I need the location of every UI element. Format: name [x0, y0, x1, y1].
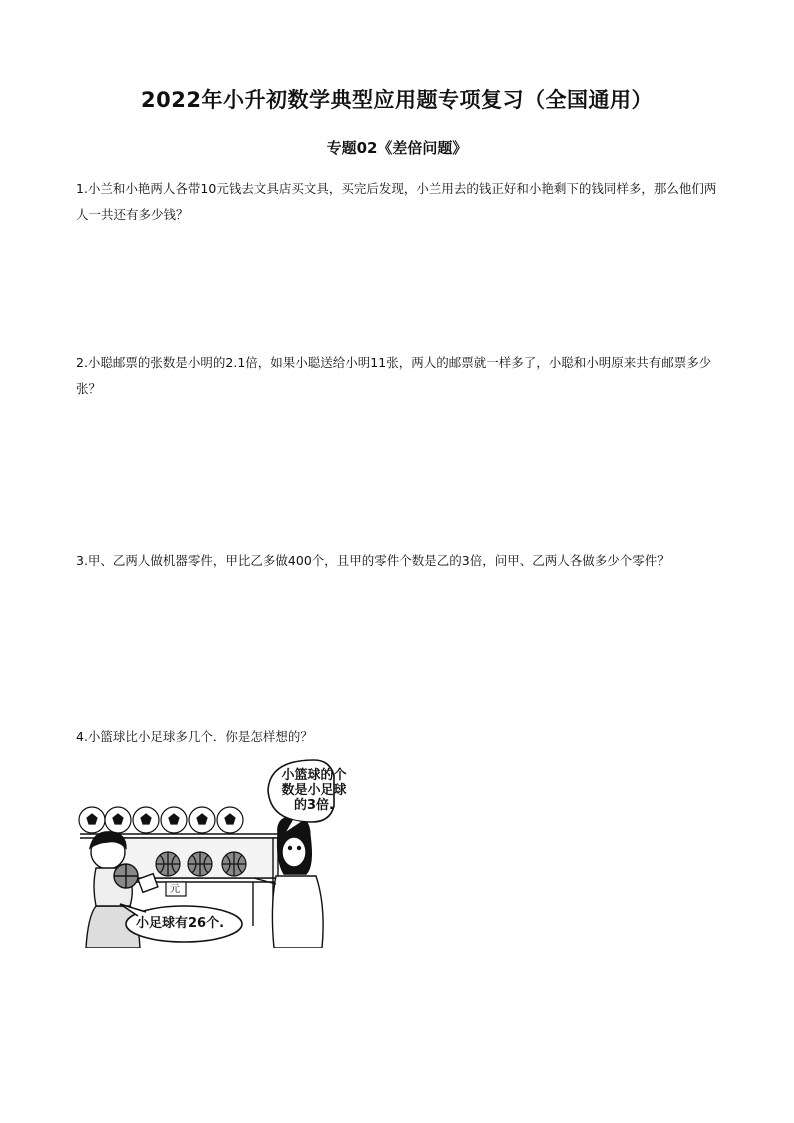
basketballs — [156, 852, 246, 876]
speech-top-line: 数是小足球 — [281, 783, 347, 798]
illustration — [78, 756, 347, 948]
speech-top-text — [274, 768, 354, 813]
speech-top-line: 的3倍. — [294, 798, 334, 813]
speech-bottom-text: 小足球有26个. — [136, 916, 225, 931]
question-3: 3.甲、乙两人做机器零件，甲比乙多做400个，且甲的零件个数是乙的3倍，问甲、乙两人各做多少个零件？ — [76, 553, 670, 568]
page-subtitle: 专题02《差倍问题》 — [326, 139, 468, 157]
question-1: 1.小兰和小艳两人各带10元钱去文具店买文具，买完后发现，小兰用去的钱正好和小艳剩下的钱同样多，那么他们两人一共还有多少钱？ — [76, 181, 717, 222]
question-4: 4.小篮球比小足球多几个．你是怎样想的？ — [76, 729, 313, 744]
page-title: 2022年小升初数学典型应用题专项复习（全国通用） — [141, 88, 653, 112]
soccer-balls — [79, 807, 243, 833]
speech-top-line: 小篮球的个 — [281, 768, 347, 783]
question-2: 2.小聪邮票的张数是小明的2.1倍，如果小聪送给小明11张，两人的邮票就一样多了，小聪和小明原来共有邮票多少张？ — [76, 355, 712, 396]
price-tag-text: 元 — [170, 884, 180, 895]
